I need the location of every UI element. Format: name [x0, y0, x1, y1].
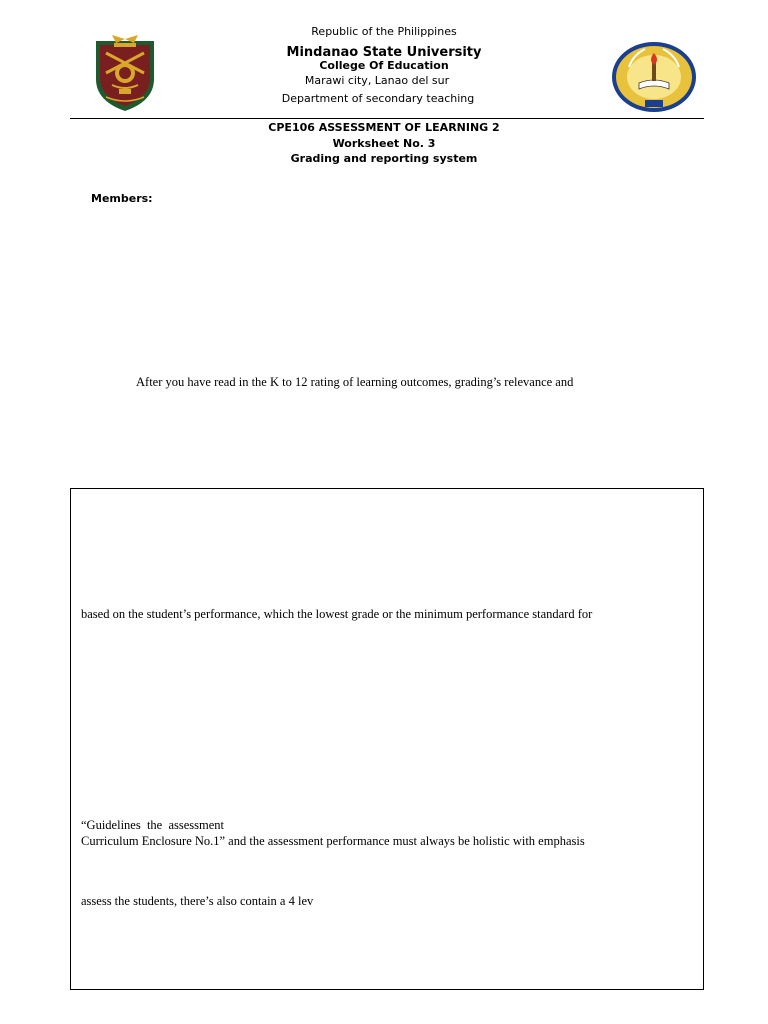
- university-name: Mindanao State University: [286, 45, 482, 60]
- course-title: CPE106 ASSESSMENT OF LEARNING 2: [268, 121, 500, 134]
- answer-line-3: assess the students, there’s also contain a 4 lev: [81, 894, 314, 908]
- worksheet-number: Worksheet No. 3: [332, 137, 436, 150]
- answer-line-2a: “Guidelines the assessment: [81, 818, 225, 832]
- msu-seal-icon: [92, 33, 158, 113]
- answer-line-2b: Curriculum Enclosure No.1” and the assessment performance must always be holistic with emphasis: [81, 834, 585, 848]
- department-line: Department of secondary teaching: [281, 92, 475, 105]
- members-label: Members:: [91, 192, 153, 205]
- answer-box[interactable]: [70, 488, 704, 990]
- intro-paragraph: After you have read in the K to 12 rating of learning outcomes, grading’s relevance and: [136, 375, 574, 389]
- college-name: College Of Education: [319, 59, 449, 72]
- republic-line: Republic of the Philippines: [311, 25, 457, 38]
- worksheet-topic: Grading and reporting system: [290, 152, 478, 165]
- college-of-education-seal-icon: [611, 41, 697, 113]
- header-divider: [70, 118, 704, 119]
- answer-line-1: based on the student’s performance, which the lowest grade or the minimum performance standard for: [81, 607, 593, 621]
- location-line: Marawi city, Lanao del sur: [304, 74, 450, 87]
